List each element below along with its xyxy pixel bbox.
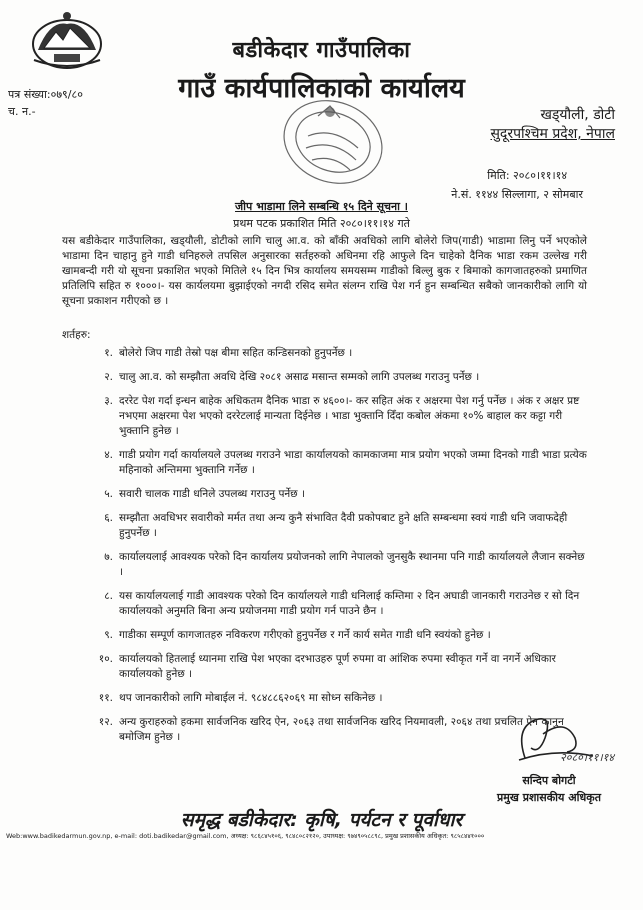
term-item [88,589,588,619]
signatory-role: प्रमुख प्रशासकीय अधिकृत [497,791,601,804]
term-number: ५. [104,488,113,500]
office-seal-stamp [278,96,388,188]
footer-contact: Web:www.badikedarmun.gov.np, e-mail: doti.badikedar@gmail.com, अध्यक्ष: ९८६८४५१०६, ९८४८०८२१२०, उपाध्यक्ष: ९७४९०५८८९८, प्रमुख प्रशासकीय अधिकृत: ९८५८४४१००० [6,832,485,840]
term-item [88,511,588,541]
term-text: थप जानकारीको लागि मोबाईल नं. ९८४८८६२०६९ मा सोध्न सकिनेछ । [119,692,383,704]
term-text: दररेट पेश गर्दा इन्धन बाहेक अधिकतम दैनिक भाडा रु ४६००।- कर सहित अंक र अक्षरमा पेश गर्नु पर्नेछ । अंक र अक्षर प्रष्ट नभएमा अक्षरमा पेश भएको दररेटलाई मान्यता दिईनेछ । भाडा भुक्तानि दिँदा कबोल अंकमा १०% बाहाल कर कट्टा गरी भुक्तानि हुनेछ । [119,395,580,437]
first-published-line: प्रथम पटक प्रकाशित मिति २०८०।११।१४ गते [233,217,410,230]
term-item [88,550,588,580]
term-text: कार्यालयको हितलाई ध्यानमा राखि पेश भएका दरभाउहरु पूर्ण रुपमा वा आंशिक रुपमा स्वीकृत गर्ने वा नगर्ने अधिकार कार्यालयको हुनेछ । [119,653,556,680]
footer-slogan: समृद्ध बडीकेदार: कृषि, पर्यटन र पूर्वाधार [180,809,463,831]
term-text: सम्झौता अवधिभर सवारीको मर्मत तथा अन्य कुनै संभावित दैवी प्रकोपबाट हुने क्षति सम्बन्धमा स्वयं गाडी धनि जवाफदेही हुनुपर्नेछ । [119,512,568,539]
term-item [88,346,588,361]
term-number: ११. [98,692,113,704]
term-item [88,370,588,385]
municipality-name: बडीकेदार गाउँपालिका [232,38,411,63]
office-address [490,106,615,144]
signature-date: २०८०।११।१४ [560,751,615,764]
term-number: ४. [104,449,113,461]
term-text: गाडीका सम्पूर्ण कागजातहरु नविकरण गरीएको हुनुपर्नेछ र गर्ने कार्य समेत गाडी धनि स्वयंको हुनेछ । [119,629,491,641]
term-item [88,448,588,478]
term-number: ८. [104,590,113,602]
signatory-name: सन्दिप बोगटी [522,774,576,787]
term-item [88,394,588,439]
address-line1: खड्‌यौली, डोटी [540,107,615,123]
notice-title-text: जीप भाडामा लिने सम्बन्धि १५ दिने सूचना । [235,200,408,213]
term-item [88,487,588,502]
term-text: यस कार्यालयलाई गाडी आवश्यक परेको दिन कार्यालयले गाडी धनिलाई कम्तिमा २ दिन अघाडी जानकारी गराउनेछ र सो दिन कार्यालयको अनुमति बिना अन्य प्रयोजनमा गाडी प्रयोग गर्न पाउने छैन । [119,590,580,617]
office-name: गाउँ कार्यपालिकाको कार्यालय [178,73,465,104]
term-text: कार्यालयलाई आवश्यक परेको दिन कार्यालय प्रयोजनको लागि नेपालको जुनसुकै स्थानमा पनि गाडी कार्यालयले लैजान सक्नेछ । [119,551,585,578]
term-number: ६. [104,512,113,524]
term-text: सवारी चालक गाडी धनिले उपलब्ध गराउनु पर्नेछ । [119,488,305,500]
terms-label: शर्तहरु: [62,329,91,341]
address-line2: सुदूरपश्चिम प्रदेश, नेपाल [490,126,615,142]
notice-intro-paragraph: यस बडीकेदार गाउँपालिका, खड्‌यौली, डोटीको लागि चालु आ.व. को बाँकी अवधिको लागि बोलेरो जिप(गाडी) भाडामा लिनु पर्ने भएकोले भाडामा दिन चाहानु हुने गाडी धनिहरुले तपसिल अनुसारका सर्तहरुको अधिनमा रहि आफुले दिन चाहेको दैनिक भाडा रकम उल्लेख गरी खामबन्दी गरी यो सूचना प्रकाशित भएको मितिले १५ दिन भित्र कार्यालय समयसम्म गाडीको बिल्लु बुक र बिमाको कागजातहरुको प्रमाणित प्रतिलिपि सहित रु १०००।- यस कार्यलयमा बुझाईएको नगदी रसिद समेत संलग्न राखि पेश गर्न हुन सम्बन्धित सबैको जानकारीको लागि यो सूचना प्रकाशन गरीएको छ । [62,235,587,307]
patra-sankhya: पत्र संख्या:०७९/८० [8,88,83,101]
term-item [88,652,588,682]
term-number: १०. [98,653,113,665]
chalani-number: च. न.- [8,105,36,118]
term-number: १२. [98,716,113,728]
term-text: अन्य कुराहरुको हकमा सार्वजनिक खरिद ऐन, २०६३ तथा सार्वजनिक खरिद नियमावली, २०६४ तथा प्रचलित ऐन कानुन बमोजिम हुनेछ । [119,716,564,743]
term-number: ७. [104,551,113,563]
term-number: ९. [104,629,113,641]
notice-title [0,199,643,214]
terms-list [88,346,588,754]
term-text: बोलेरो जिप गाडी तेस्रो पक्ष बीमा सहित कन्डिसनको हुनुपर्नेछ । [119,347,353,359]
term-item [88,628,588,643]
term-number: २. [104,371,113,383]
nepal-sambat-date: ने.सं. ११४४ सिल्लागा, २ सोमबार [451,188,583,201]
term-text: चालु आ.व. को सम्झौता अवधि देखि २०८१ असाढ मसान्त सम्मको लागि उपलब्ध गराउनु पर्नेछ । [119,371,480,383]
term-item [88,691,588,706]
term-number: १. [104,347,113,359]
term-number: ३. [104,395,113,407]
term-text: गाडी प्रयोग गर्दा कार्यालयले उपलब्ध गराउने भाडा कार्यालयको कामकाजमा मात्र प्रयोग भएको जम्मा दिनको गाडी भाडा प्रत्येक महिनाको अन्तिममा भुक्तानि गर्नेछ । [119,449,587,476]
miti-date: मिति: २०८०।११।१४ [487,169,568,182]
